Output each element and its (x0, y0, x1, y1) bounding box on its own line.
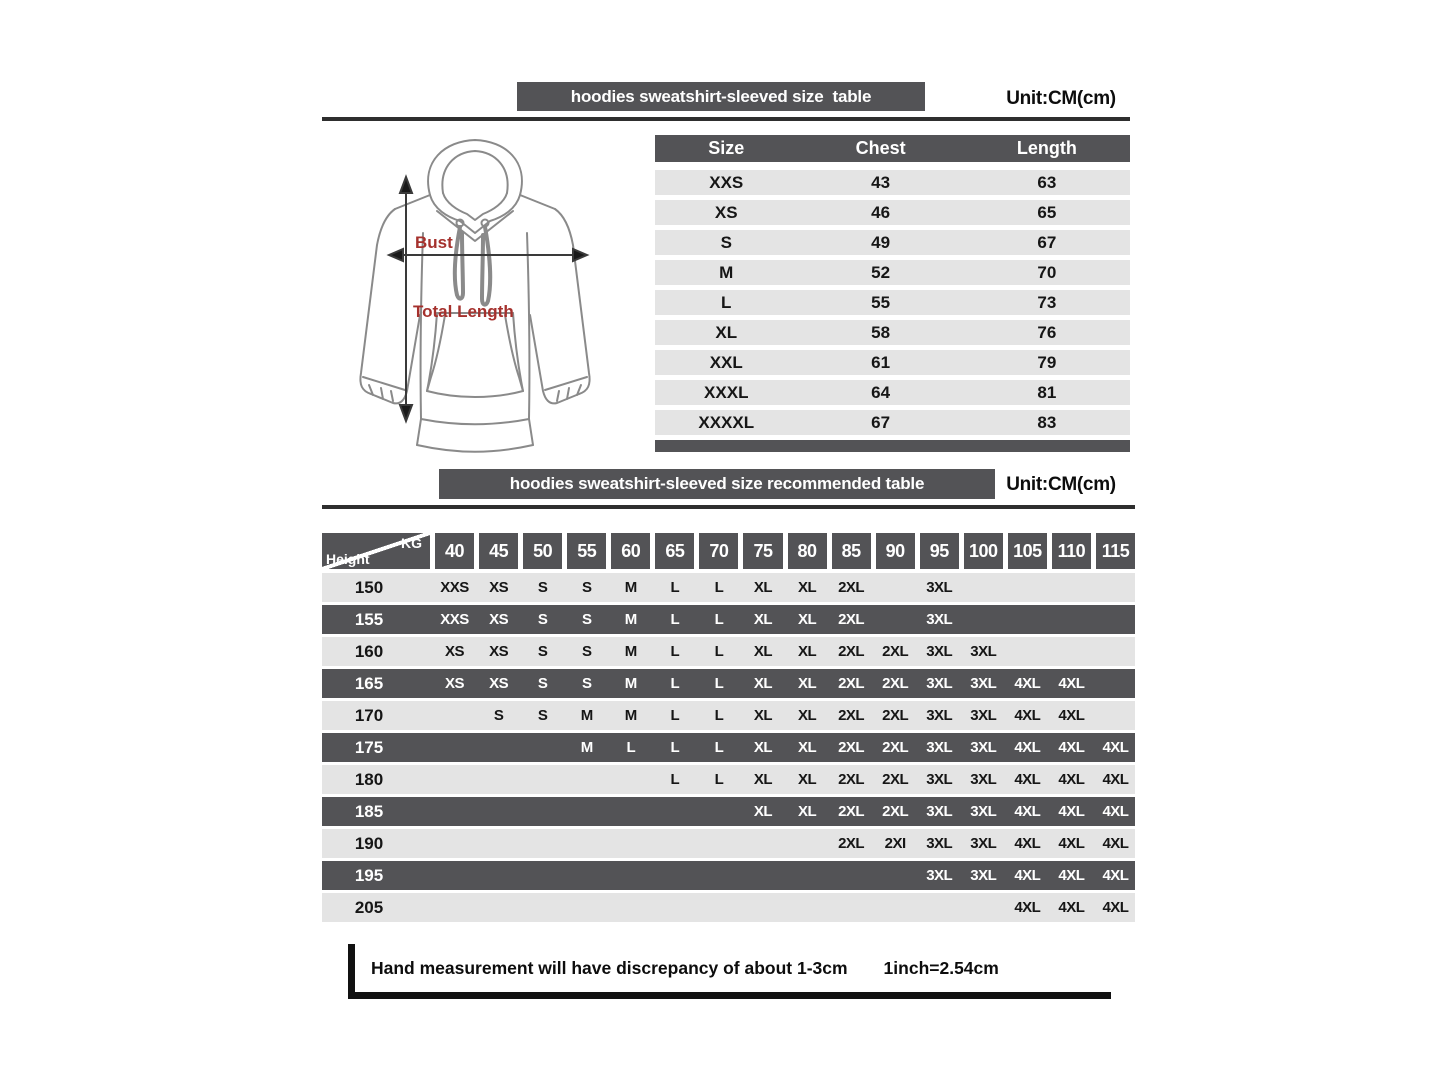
length-cell: 70 (1037, 262, 1057, 282)
size-cell: 2XL (838, 707, 865, 724)
height-label: 165 (354, 673, 384, 693)
size-cell: M (624, 643, 637, 660)
size-cell: 4XL (1058, 675, 1085, 692)
size-cell: 3XL (970, 867, 997, 884)
size-cell: 2XL (838, 579, 865, 596)
size-table-title: hoodies sweatshirt-sleeved size table (517, 82, 925, 111)
size-table-row (655, 380, 1130, 405)
size-table (655, 135, 1130, 452)
size-cell: M (624, 675, 637, 692)
length-cell: 76 (1037, 322, 1057, 342)
size-cell: XXS (440, 579, 469, 596)
weight-header-cell: 65 (655, 533, 694, 569)
size-cell: XL (753, 611, 773, 628)
size-cell: L (714, 611, 724, 628)
recommended-size-matrix (322, 533, 1135, 922)
weight-header-cell: 90 (876, 533, 915, 569)
size-cell: L (670, 643, 680, 660)
height-label: 195 (354, 865, 384, 885)
chest-column-header: Chest (855, 138, 906, 158)
kg-label: KG (401, 535, 422, 551)
matrix-row (322, 829, 1135, 858)
size-table-body (655, 162, 1130, 435)
size-table-header (655, 135, 1130, 162)
size-cell: 4XL (1014, 675, 1041, 692)
size-cell: 4XL (1014, 707, 1041, 724)
weight-header-cell: 95 (920, 533, 959, 569)
size-cell: 4XL (1014, 771, 1041, 788)
divider-line-1 (322, 117, 1130, 121)
size-cell: XS (714, 202, 738, 222)
size-cell: XL (753, 675, 773, 692)
size-cell: M (624, 579, 637, 596)
size-cell: 3XL (926, 611, 953, 628)
weight-header-cell: 70 (699, 533, 738, 569)
size-table-row (655, 230, 1130, 255)
size-cell: 2XL (838, 771, 865, 788)
size-cell: XXS (709, 172, 744, 192)
unit-label-1: Unit:CM(cm) (1006, 88, 1116, 109)
height-label: 185 (354, 801, 384, 821)
weight-header-cell: 75 (743, 533, 782, 569)
size-cell: S (581, 675, 592, 692)
size-cell: S (581, 579, 592, 596)
weight-header-cell: 105 (1008, 533, 1047, 569)
size-cell: S (581, 611, 592, 628)
size-cell: M (580, 707, 593, 724)
size-cell: 4XL (1058, 707, 1085, 724)
size-cell: 4XL (1102, 771, 1129, 788)
size-cell: 3XL (970, 771, 997, 788)
size-cell: 4XL (1102, 803, 1129, 820)
size-cell: XL (753, 643, 773, 660)
chest-cell: 52 (871, 262, 891, 282)
size-cell: 4XL (1014, 739, 1041, 756)
size-table-row (655, 410, 1130, 435)
size-cell: XS (445, 675, 465, 692)
size-table-row (655, 170, 1130, 195)
size-cell: 2XL (838, 803, 865, 820)
height-label: 180 (354, 769, 384, 789)
size-cell: 4XL (1014, 867, 1041, 884)
size-cell: M (624, 611, 637, 628)
height-label: 205 (354, 897, 384, 917)
size-cell: XL (797, 771, 817, 788)
size-cell: 3XL (926, 707, 953, 724)
matrix-row (322, 861, 1135, 890)
size-cell: 3XL (926, 739, 953, 756)
size-cell: L (714, 579, 724, 596)
size-cell: M (580, 739, 593, 756)
size-cell: S (537, 675, 548, 692)
weight-header-cell: 110 (1052, 533, 1091, 569)
length-cell: 63 (1037, 172, 1057, 192)
size-cell: 4XL (1058, 867, 1085, 884)
size-cell: XS (445, 643, 465, 660)
matrix-row (322, 701, 1135, 730)
height-label: 155 (354, 609, 384, 629)
size-cell: 2XL (838, 611, 865, 628)
size-cell: XL (797, 579, 817, 596)
length-cell: 79 (1037, 352, 1057, 372)
size-cell: L (670, 675, 680, 692)
chest-cell: 61 (871, 352, 891, 372)
chest-cell: 58 (871, 322, 891, 342)
size-cell: 2XL (882, 739, 909, 756)
size-cell: L (714, 739, 724, 756)
size-cell: 4XL (1102, 739, 1129, 756)
size-cell: 4XL (1102, 867, 1129, 884)
matrix-row (322, 797, 1135, 826)
size-cell: 4XL (1058, 899, 1085, 916)
size-cell: 2XI (884, 835, 906, 852)
height-label: 150 (354, 577, 384, 597)
footer-note (348, 944, 1111, 999)
length-cell: 67 (1037, 232, 1057, 252)
size-cell: 3XL (926, 643, 953, 660)
size-cell: 2XL (838, 643, 865, 660)
matrix-body (322, 573, 1135, 922)
bust-label: Bust (415, 233, 453, 252)
size-cell: 2XL (838, 739, 865, 756)
size-cell: L (714, 707, 724, 724)
size-cell: 3XL (926, 803, 953, 820)
size-column-header: Size (708, 138, 745, 158)
chest-cell: 67 (871, 412, 891, 432)
unit-label-2: Unit:CM(cm) (1006, 474, 1116, 495)
size-cell: 3XL (970, 803, 997, 820)
size-cell: 3XL (926, 675, 953, 692)
size-cell: 4XL (1102, 899, 1129, 916)
size-cell: 2XL (838, 675, 865, 692)
size-cell: L (670, 739, 680, 756)
height-axis-label: Height (326, 551, 370, 567)
size-cell: L (670, 579, 680, 596)
size-cell: XL (797, 643, 817, 660)
size-cell: XXXL (704, 382, 749, 402)
size-cell: 2XL (882, 643, 909, 660)
size-table-row (655, 200, 1130, 225)
height-label: 175 (354, 737, 384, 757)
size-cell: 4XL (1014, 899, 1041, 916)
inch-conversion-note: 1inch=2.54cm (883, 957, 999, 978)
length-cell: 81 (1037, 382, 1057, 402)
size-cell: 3XL (970, 643, 997, 660)
matrix-header (322, 533, 1135, 569)
size-cell: 4XL (1014, 835, 1041, 852)
size-cell: 3XL (926, 771, 953, 788)
recommended-table-title: hoodies sweatshirt-sleeved size recommended table (439, 469, 995, 499)
size-cell: XS (489, 579, 509, 596)
size-table-row (655, 350, 1130, 375)
size-cell: XL (715, 322, 738, 342)
length-cell: 73 (1037, 292, 1057, 312)
height-label: 160 (354, 641, 384, 661)
size-cell: 2XL (838, 835, 865, 852)
size-cell: XL (797, 675, 817, 692)
size-cell: XL (797, 707, 817, 724)
size-cell: XS (489, 611, 509, 628)
length-column-header: Length (1016, 138, 1077, 158)
matrix-row (322, 637, 1135, 666)
weight-header-cell: 55 (567, 533, 606, 569)
size-cell: 2XL (882, 803, 909, 820)
size-cell: XL (797, 739, 817, 756)
size-cell: XXXXL (698, 412, 755, 432)
size-cell: S (537, 707, 548, 724)
size-cell: L (721, 292, 732, 312)
size-cell: 3XL (970, 707, 997, 724)
size-cell: 3XL (926, 835, 953, 852)
weight-header-cell: 85 (832, 533, 871, 569)
size-cell: XXS (440, 611, 469, 628)
size-cell: XL (753, 803, 773, 820)
size-table-footer-bar (655, 440, 1130, 452)
size-cell: 4XL (1058, 739, 1085, 756)
weight-header-cell: 115 (1096, 533, 1135, 569)
matrix-row (322, 765, 1135, 794)
chest-cell: 49 (871, 232, 891, 252)
size-cell: S (537, 643, 548, 660)
size-cell: L (714, 643, 724, 660)
divider-line-2 (322, 505, 1135, 509)
size-cell: 2XL (882, 771, 909, 788)
weight-header-cell: 60 (611, 533, 650, 569)
matrix-row (322, 893, 1135, 922)
size-cell: 2XL (882, 707, 909, 724)
weight-header-cell: 50 (523, 533, 562, 569)
weight-header-cell: 40 (435, 533, 474, 569)
length-cell: 65 (1037, 202, 1057, 222)
size-cell: 3XL (926, 867, 953, 884)
matrix-corner-cell (322, 533, 430, 569)
matrix-row (322, 605, 1135, 634)
total-length-label: Total Length (413, 302, 514, 321)
size-cell: L (714, 675, 724, 692)
weight-header-cell: 80 (788, 533, 827, 569)
hoodie-drawing-svg (333, 133, 618, 463)
size-cell: L (714, 771, 724, 788)
size-cell: S (581, 643, 592, 660)
size-table-row (655, 290, 1130, 315)
size-cell: M (719, 262, 734, 282)
size-cell: S (537, 611, 548, 628)
size-cell: XL (753, 579, 773, 596)
size-cell: 3XL (970, 739, 997, 756)
matrix-row (322, 733, 1135, 762)
size-cell: 3XL (970, 675, 997, 692)
measurement-note: Hand measurement will have discrepancy of about 1-3cm (371, 957, 848, 978)
size-cell: 3XL (970, 835, 997, 852)
size-cell: 4XL (1058, 803, 1085, 820)
size-table-row (655, 260, 1130, 285)
matrix-row (322, 573, 1135, 602)
size-cell: XS (489, 643, 509, 660)
size-cell: XL (753, 707, 773, 724)
size-cell: XXL (709, 352, 743, 372)
size-cell: L (670, 707, 680, 724)
size-cell: 2XL (882, 675, 909, 692)
size-cell: L (670, 611, 680, 628)
height-label: 190 (354, 833, 384, 853)
weight-header-cell: 45 (479, 533, 518, 569)
size-cell: M (624, 707, 637, 724)
matrix-row (322, 669, 1135, 698)
size-cell: S (537, 579, 548, 596)
size-cell: L (670, 771, 680, 788)
hoodie-diagram (333, 133, 618, 463)
chest-cell: 46 (871, 202, 891, 222)
size-cell: XL (797, 803, 817, 820)
size-cell: L (626, 739, 636, 756)
chest-cell: 43 (871, 172, 891, 192)
size-table-row (655, 320, 1130, 345)
size-cell: 4XL (1058, 835, 1085, 852)
size-cell: 4XL (1014, 803, 1041, 820)
size-cell: XL (797, 611, 817, 628)
length-cell: 83 (1037, 412, 1057, 432)
size-cell: XL (753, 739, 773, 756)
height-label: 170 (354, 705, 384, 725)
chest-cell: 64 (871, 382, 891, 402)
size-cell: S (720, 232, 732, 252)
size-cell: XL (753, 771, 773, 788)
size-cell: XS (489, 675, 509, 692)
weight-header-cell: 100 (964, 533, 1003, 569)
chest-cell: 55 (871, 292, 891, 312)
size-cell: S (493, 707, 504, 724)
size-cell: 4XL (1102, 835, 1129, 852)
size-cell: 4XL (1058, 771, 1085, 788)
size-cell: 3XL (926, 579, 953, 596)
